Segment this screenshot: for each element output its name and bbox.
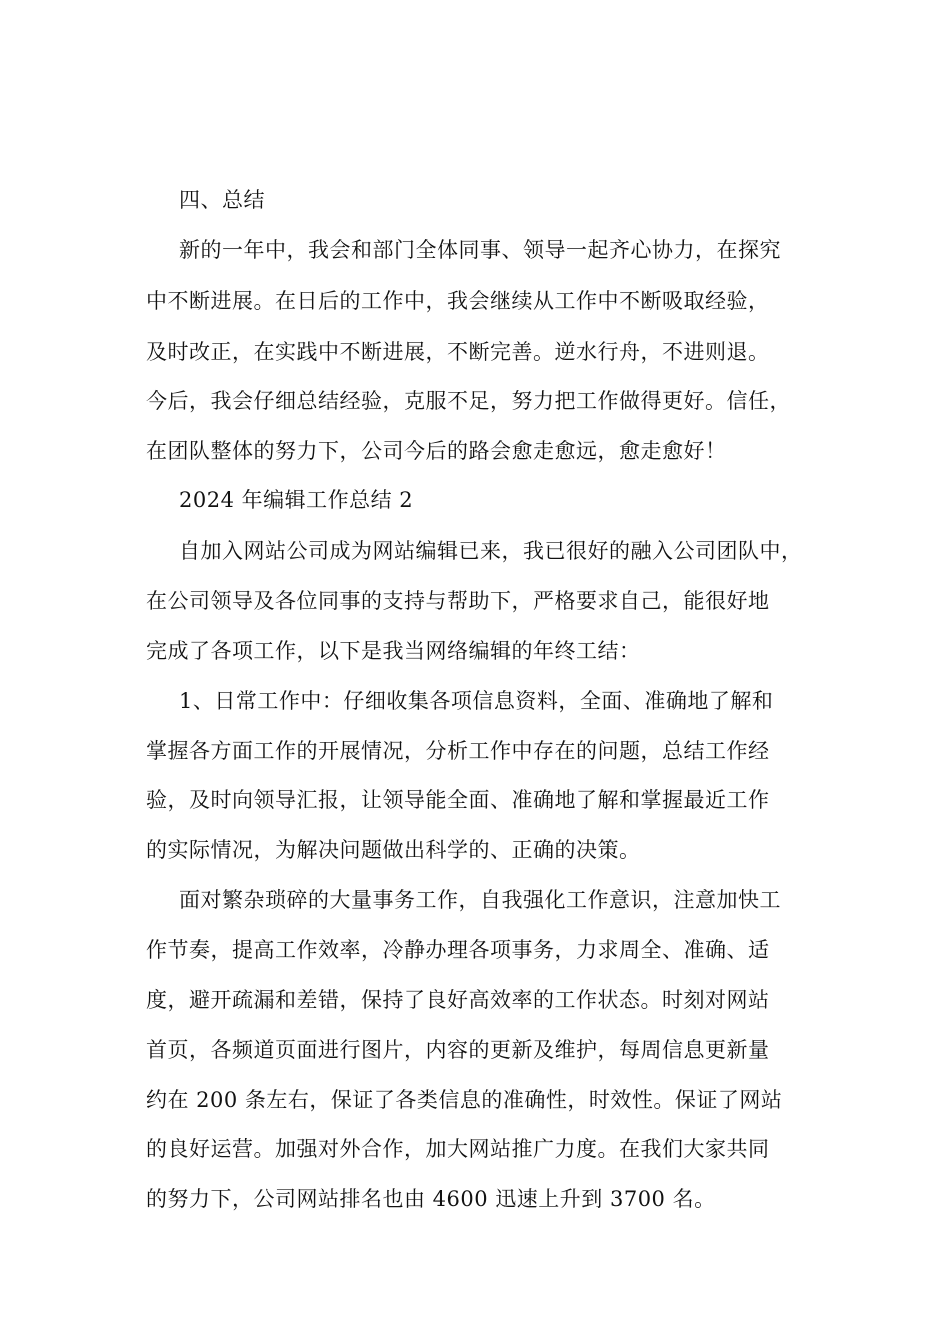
paragraph-line: 的良好运营。加强对外合作，加大网站推广力度。在我们大家共同 <box>146 1137 770 1161</box>
paragraph-line: 面对繁杂琐碎的大量事务工作，自我强化工作意识，注意加快工 <box>179 888 781 912</box>
paragraph-line: 新的一年中，我会和部门全体同事、领导一起齐心协力，在探究 <box>179 238 781 262</box>
paragraph-line: 完成了各项工作，以下是我当网络编辑的年终工结： <box>146 639 641 663</box>
section-heading-summary: 四、总结 <box>179 188 265 212</box>
paragraph-line: 在公司领导及各位同事的支持与帮助下，严格要求自己，能很好地 <box>146 589 770 613</box>
paragraph-line: 验，及时向领导汇报，让领导能全面、准确地了解和掌握最近工作 <box>146 788 770 812</box>
paragraph-line: 度，避开疏漏和差错，保持了良好高效率的工作状态。时刻对网站 <box>146 988 770 1012</box>
paragraph-line: 的实际情况，为解决问题做出科学的、正确的决策。 <box>146 838 641 862</box>
section-title-2: 2024 年编辑工作总结 2 <box>179 488 414 512</box>
paragraph-line: 在团队整体的努力下，公司今后的路会愈走愈远，愈走愈好！ <box>146 439 727 463</box>
paragraph-line: 掌握各方面工作的开展情况，分析工作中存在的问题，总结工作经 <box>146 739 770 763</box>
paragraph-line: 中不断进展。在日后的工作中，我会继续从工作中不断吸取经验， <box>146 289 770 313</box>
paragraph-line: 作节奏，提高工作效率，冷静办理各项事务，力求周全、准确、适 <box>146 938 770 962</box>
paragraph-line: 及时改正，在实践中不断进展，不断完善。逆水行舟，不进则退。 <box>146 340 770 364</box>
paragraph-line: 的努力下，公司网站排名也由 4600 迅速上升到 3700 名。 <box>146 1187 716 1211</box>
paragraph-line: 自加入网站公司成为网站编辑已来，我已很好的融入公司团队中， <box>179 539 803 563</box>
paragraph-line: 今后，我会仔细总结经验，克服不足，努力把工作做得更好。信任， <box>146 389 791 413</box>
paragraph-line: 约在 200 条左右，保证了各类信息的准确性，时效性。保证了网站 <box>146 1088 783 1112</box>
paragraph-line: 首页，各频道页面进行图片，内容的更新及维护，每周信息更新量 <box>146 1038 770 1062</box>
paragraph-line: 1、日常工作中：仔细收集各项信息资料，全面、准确地了解和 <box>179 689 774 713</box>
